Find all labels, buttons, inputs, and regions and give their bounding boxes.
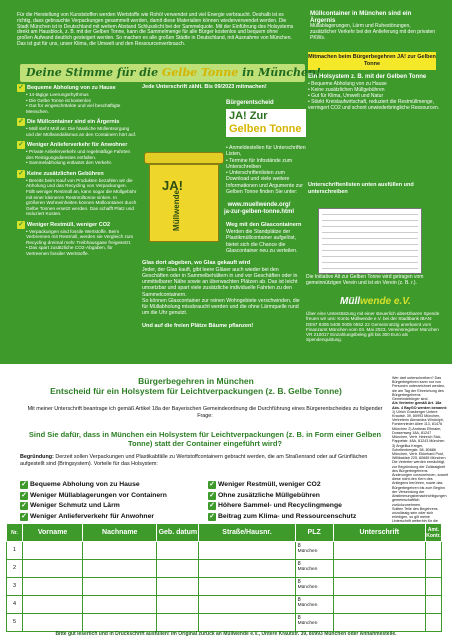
form-titles xyxy=(0,376,392,396)
col-header-signature: Unterschrift xyxy=(333,524,425,542)
muellwende-logo xyxy=(340,296,411,307)
form-benefit-label: Höhere Sammel- und Recyclingmenge xyxy=(218,502,342,509)
benefit-section xyxy=(17,141,137,166)
bin-ja-text: JA! xyxy=(162,178,183,193)
check-icon: ✓ xyxy=(18,220,24,228)
signature-sheet-thumbnail xyxy=(318,208,422,274)
container-issue-text: Müllablagerungen, Lärm und Ruhestörungen, zusätzlicher Verkehr bei der Anlieferung mit den privaten PKWs. xyxy=(310,23,436,41)
form-subtitle: Entscheid für ein Holsystem für Leichtverpackungen (z. B. Gelbe Tonne) xyxy=(50,386,342,396)
benefit-item: • Private Anlieferverkehr und regelmäßige Fahrten des Reinigungsdienstes entfallen. xyxy=(26,149,137,160)
plz-prefix: 8 xyxy=(297,615,301,621)
legal-partial-validity: Sollten Teile des Begehrens unzulässig sein oder sich erledigen, so gilt meine Unterschrift weiterhin für die xyxy=(392,506,438,524)
ja-label xyxy=(226,109,306,137)
check-icon: ✓ xyxy=(21,481,27,489)
birthdate-cell[interactable] xyxy=(157,596,199,614)
signature-cell[interactable] xyxy=(333,596,425,614)
benefit-title: Weniger Restmüll, weniger CO2 xyxy=(27,221,111,228)
plz-prefix: 8 xyxy=(297,543,301,549)
lastname-cell[interactable] xyxy=(83,578,157,596)
form-title: Bürgerbegehren in München xyxy=(138,376,254,386)
col-header-official: Amt. Kontr. xyxy=(425,524,441,542)
table-row xyxy=(7,596,442,614)
benefit-item: • Sammelabholung entlastet den Verkehr. xyxy=(26,160,137,166)
col-header-lastname: Nachname xyxy=(83,524,157,542)
benefit-title: Die Müllcontainer sind ein Ärgernis xyxy=(27,118,120,125)
bin-body xyxy=(149,164,219,242)
lastname-cell[interactable] xyxy=(83,596,157,614)
trees-note: Und auf die freien Plätze Bäume pflanzen! xyxy=(142,322,254,329)
form-benefit-label: Ohne zusätzliche Müllgebühren xyxy=(218,491,320,499)
form-benefit-label: Beitrag zum Klima- und Ressourcenschutz xyxy=(218,512,357,520)
table-row xyxy=(7,614,442,632)
signature-cell[interactable] xyxy=(333,578,425,596)
intro-text: Für die Herstellung von Kunststoffen werden Wertstoffe wie Rohöl verwendet und viel Energie verbraucht. Deshalb ist es richtig, dass gebrauchte Verpackungen gesammelt werden, damit diese Materialien können wiederverwendet werden. Die Stadt München ist in Deutschland mit weitem Abstand Schlusslicht bei der Sammelquote. Mit der Einführung des Holsystems direkt am Hausblock, z. B. mit der Gelben Tonne, kann die Sammelmenge für alle Bürger kostenlos und bequem ohne großen Aufwand deutlich gesteigert werden. So machen es alle großen Städte in Deutschland, mit Ausnahme von München. Das ist gut für uns, unser Klima, die Umwelt und den Ressourcenverbrauch. xyxy=(17,12,294,47)
col-header-nr: Nr. xyxy=(7,524,23,542)
lastname-cell[interactable] xyxy=(83,614,157,632)
birthdate-cell[interactable] xyxy=(157,560,199,578)
holsystem-title: Ein Holsystem z. B. mit der Gelben Tonne xyxy=(308,74,427,80)
plz-cell[interactable] xyxy=(295,614,333,632)
table-row xyxy=(7,560,442,578)
plz-city: München xyxy=(297,567,318,573)
form-benefit xyxy=(208,512,390,523)
holsystem-item: • Stärkt Kreislaufwirtschaft, reduziert die Restmüllmenge, verringert CO2 und schont unwiederbringliche Ressourcen. xyxy=(308,99,442,111)
birthdate-cell[interactable] xyxy=(157,542,199,560)
street-cell[interactable] xyxy=(199,614,295,632)
plz-city: München xyxy=(297,549,318,555)
birthdate-cell[interactable] xyxy=(157,614,199,632)
row-number: 5 xyxy=(7,614,23,632)
check-icon: ✓ xyxy=(18,169,24,177)
plz-prefix: 8 xyxy=(297,579,301,585)
check-icon: ✓ xyxy=(18,141,24,149)
plz-prefix: 8 xyxy=(297,597,301,603)
check-icon: ✓ xyxy=(18,84,24,91)
official-cell xyxy=(425,560,441,578)
form-question: Sind Sie dafür, dass in München ein Holsystem für Leichtverpackungen (z. B. in Form einer Gelben Tonne) statt der Container eingeführt wird? xyxy=(28,430,382,448)
col-header-birthdate: Geb. datum xyxy=(157,524,199,542)
signature-lists-title: Unterschriftenlisten unten ausfüllen und unterschreiben xyxy=(308,182,414,195)
legal-authorization: Die Vertreter werden ermächtigt, zur Begründung der Zulässigkeit des Bürgerbegehrens Änderungen vorzunehmen, soweit diese nicht den Kern des Anliegens berühren, sowie das Bürgerbegehren bis zum Beginn der Versendung der Abstimmungsbenachrichtigungen gemeinschaftlich zurückzunehmen. xyxy=(392,460,448,507)
check-icon: ✓ xyxy=(209,491,215,499)
col-header-street: Straße/Hausnr. xyxy=(199,524,295,542)
plz-city: München xyxy=(297,621,318,627)
legal-sidebar xyxy=(392,376,448,526)
ja-label-b: Gelben Tonne xyxy=(229,122,302,135)
firstname-cell[interactable] xyxy=(23,614,83,632)
plz-cell[interactable] xyxy=(295,560,333,578)
plz-cell[interactable] xyxy=(295,596,333,614)
birthdate-cell[interactable] xyxy=(157,578,199,596)
bin-lid xyxy=(144,152,224,164)
table-row xyxy=(7,578,442,596)
form-reasoning xyxy=(20,454,390,468)
firstname-cell[interactable] xyxy=(23,578,83,596)
website-link[interactable] xyxy=(212,202,306,216)
legal-representatives-label: Als Vertreter gemäß Art. 18a Abs. 4 BayGO werden benannt: xyxy=(392,401,448,410)
benefit-item: • Müll steht Müll an: Die hässliche Müllentsorgung und der Müllvandalismus an den Containern hört auf. xyxy=(26,126,137,137)
official-cell xyxy=(425,596,441,614)
check-icon: ✓ xyxy=(21,491,27,499)
banner-highlight: Gelbe Tonne xyxy=(161,66,239,79)
plz-cell[interactable] xyxy=(295,542,333,560)
form-benefit xyxy=(20,491,202,502)
plz-city: München xyxy=(297,585,318,591)
url-line-2[interactable]: ja-zur-gelben-tonne.html xyxy=(224,209,294,216)
every-signature-note: Jede Unterschrift zählt. Bis 09/2023 mitmachen! xyxy=(142,84,267,90)
legal-representatives: 1) Ulrich Grasberger Untere Krautstr. 39, 80993 München, Vertreterin Alexandra Windolph, Forstenrieder Allee 113, 81476 München 2) Andreas Ellmaier, Dossenweg 18A, 81247 München, Vertr. Heinrich Sick, Pappelstr. 48A, 81243 München 3) Angelika Kreger, Schellenbergstr. 58, 80686 München, Vertr. Ekkehard Post, Willibaldstr 225, 80689 München xyxy=(392,409,446,461)
form-footer: Bitte gut leserlich und in Druckschrift ausfüllen! Im Original zurück an Müllwende e.V., Untere Krautstr. 39, 80993 München oder Annahmestelle. xyxy=(55,631,397,637)
reasoning-text: Derzeit sollen Verpackungen und Plastikabfälle zu Wertstoffcontainern gebracht werden, die am Straßenrand oder auf Grünflächen aufgestellt sind (Bringsystem). Vorteile für das Holsystem: xyxy=(20,454,368,467)
benefit-title: Keine zusätzlichen Gebühren xyxy=(27,170,104,177)
donation-info: Über eine Unterstützung mit einer steuerlich absetzbaren Spende freuen wir uns: Konto Müllwende e.V. bei der Stadtbank IBAN: DE97 8306 5408 0005 0552 22 Gemeinnützig anerkannt vom Finanzamt München vom 04. Mai 2023, Vereinsregister München VR 210017 Einzahlungsbeleg gilt bis 300 Euro als Spendenquittung. xyxy=(306,311,440,343)
holsystem-item: • Bequeme Abholung von zu Hause xyxy=(308,81,442,87)
banner-headline xyxy=(20,64,321,82)
form-benefit xyxy=(20,501,202,512)
logo-part-b: wende e.V. xyxy=(360,296,411,307)
official-cell xyxy=(425,542,441,560)
benefit-item: • Verpackungen sind fossile Wertstoffe. Beim Verbrennen mit Restmüll, werden sie Vergleich zum Recycling dreimal mehr Treibhausgase freigesetzt. xyxy=(26,229,137,246)
initiative-text: Die Initiative Alt zur Gelben Tonne wird getragen vom gemeinnützigen Verein und ist ein Verein (z. B. r.). xyxy=(306,274,424,286)
check-icon: ✓ xyxy=(209,512,215,520)
form-benefit xyxy=(208,501,390,512)
bin-brand-text: Müllwende xyxy=(171,190,181,231)
container-issue-title: Müllcontainer in München sind ein Ärgernis xyxy=(310,10,412,25)
yellow-bin-illustration xyxy=(144,152,224,244)
check-icon: ✓ xyxy=(18,118,24,126)
street-cell[interactable] xyxy=(199,578,295,596)
glass-return-title: Glas dort abgeben, wo Glas gekauft wird xyxy=(142,260,251,267)
firstname-cell[interactable] xyxy=(23,596,83,614)
check-icon: ✓ xyxy=(209,481,215,489)
benefit-item: • Die Gelbe Tonne ist kostenlos xyxy=(26,98,137,104)
buergerentscheid-label: Bürgerentscheid xyxy=(226,99,274,106)
benefit-item: • Gut für eingeschränkte und viel beschäftigte Menschen. xyxy=(26,103,137,114)
info-item: • Anmeldestellen für Unterschriften Listen, xyxy=(226,145,306,157)
reasoning-label: Begründung: xyxy=(20,454,54,460)
lastname-cell[interactable] xyxy=(83,560,157,578)
benefit-item: • Das spart zusätzliche CO2-Abgaben, für Vertreenen fossiler Wertstoffe. xyxy=(26,245,137,256)
street-cell[interactable] xyxy=(199,560,295,578)
form-benefit xyxy=(208,491,390,502)
official-cell xyxy=(425,578,441,596)
signature-cell[interactable] xyxy=(333,614,425,632)
legal-who: Wer darf unterschreiben? Das Bürgerbegehren kann nur von Personen unterzeichnet werden, die am Tag der Einreichung des Bürgerbegehrens Gemeindebürger sind. xyxy=(392,376,446,402)
join-callout: Mitmachen beim Bürgerbegehren JA! zur Gelben Tonne xyxy=(308,52,436,70)
info-item: • Termine für Infostände zum Unterschreiben xyxy=(226,158,306,170)
form-benefit-label: Bequeme Abholung von zu Hause xyxy=(30,481,140,488)
form-benefit-label: Weniger Schmutz und Lärm xyxy=(30,502,120,509)
form-benefit-label: Weniger Anlieferverkehr für Anwohner xyxy=(30,512,155,520)
container-issue-block xyxy=(310,10,438,52)
form-body-text: Mit meiner Unterschrift beantrage ich gemäß Artikel 18a der Bayerischen Gemeindeordnung die Durchführung eines Bürgerentscheides zu folgender Frage: xyxy=(27,406,383,419)
benefit-item: • 14-tägige Leerungsrhythmus xyxy=(26,92,137,98)
holsystem-item: • Keine zusätzlichen Müllgebühren xyxy=(308,87,442,93)
row-number: 4 xyxy=(7,596,23,614)
benefit-title: Weniger Anlieferverkehr für Anwohner xyxy=(27,142,128,149)
firstname-cell[interactable] xyxy=(23,560,83,578)
plz-cell[interactable] xyxy=(295,578,333,596)
banner-prefix: Deine Stimme für die xyxy=(26,66,162,79)
benefit-item: • Bereits beim Kauf von Produkten bezahlen wir die Abholung und das Recycling von Verpackungen. Füllt weniger Restmüll an, kann sogar die Müllgebühr mit einer kleineren Restmülltonne sinken. In größeren Wohneinheiten können Müllcontainer durch Gelbe Tonnen ersetzt werden. Das schafft Platz und reduziert Kosten. xyxy=(26,178,137,217)
check-icon: ✓ xyxy=(21,502,27,510)
form-benefit-label: Weniger Müllablagerungen vor Containern xyxy=(30,491,167,499)
official-cell xyxy=(425,614,441,632)
check-icon: ✓ xyxy=(21,512,27,520)
benefit-title: Bequeme Abholung von zu Hause xyxy=(27,84,116,91)
benefits-column xyxy=(17,84,137,364)
form-benefit xyxy=(20,480,202,491)
table-row xyxy=(7,542,442,560)
check-icon: ✓ xyxy=(209,502,215,510)
form-benefit xyxy=(20,512,202,523)
info-item: • Unterschriftenlisten zum Download und viele weitere Informationen und Argumente zur Gelben Tonne finden Sie unter: xyxy=(226,170,306,195)
holsystem-item: • Gut für Klima, Umwelt und Natur xyxy=(308,93,442,99)
benefit-section xyxy=(17,84,137,114)
firstname-cell[interactable] xyxy=(23,542,83,560)
signature-cell[interactable] xyxy=(333,560,425,578)
street-cell[interactable] xyxy=(199,596,295,614)
ja-label-a: JA! Zur xyxy=(229,109,268,122)
col-header-plz: PLZ xyxy=(295,524,333,542)
url-line-1[interactable]: www.muellwende.org/ xyxy=(227,202,291,209)
street-cell[interactable] xyxy=(199,542,295,560)
lastname-cell[interactable] xyxy=(83,542,157,560)
glass-container-text: Werden die Standplätze der Plastikmüllcontainer aufgelöst, bietet sich die Chance die Glascontainer neu zu verteilen. xyxy=(226,229,298,254)
form-benefit xyxy=(208,480,390,491)
glass-return-text-2: So können Glascontainer zur reinen Wohngebiete verschwinden, die für Müllabholung missbraucht werden und die ohne Lärmquelle rund um die Uhr genutzt. xyxy=(142,297,300,317)
form-benefit-label: Weniger Restmüll, weniger CO2 xyxy=(218,481,321,488)
row-number: 2 xyxy=(7,560,23,578)
signature-table xyxy=(6,523,442,632)
logo-part-a: Müll xyxy=(340,296,360,307)
plz-city: München xyxy=(297,603,318,609)
banner-suffix: in München! xyxy=(238,66,321,79)
form-benefits xyxy=(20,480,390,522)
glass-container-title: Weg mit den Glascontainern xyxy=(226,222,302,229)
row-number: 3 xyxy=(7,578,23,596)
col-header-firstname: Vorname xyxy=(23,524,83,542)
signature-cell[interactable] xyxy=(333,542,425,560)
holsystem-block xyxy=(308,74,442,182)
benefit-section xyxy=(17,221,137,257)
glass-return-text: Jeder, der Glas kauft, gibt leere Gläser auch wieder bei den Geschäften oder in Sammelbehältern in und vor Geschäften oder in unmittelbarer Nähe sowie an überwachten Plätzen ab. Das ist leicht umsetzbar und spart viele zusätzliche individuelle Fahrten zu den Sammelcontainern. xyxy=(142,266,298,298)
benefit-section xyxy=(17,118,137,137)
plz-prefix: 8 xyxy=(297,561,301,567)
row-number: 1 xyxy=(7,542,23,560)
benefit-section xyxy=(17,170,137,217)
